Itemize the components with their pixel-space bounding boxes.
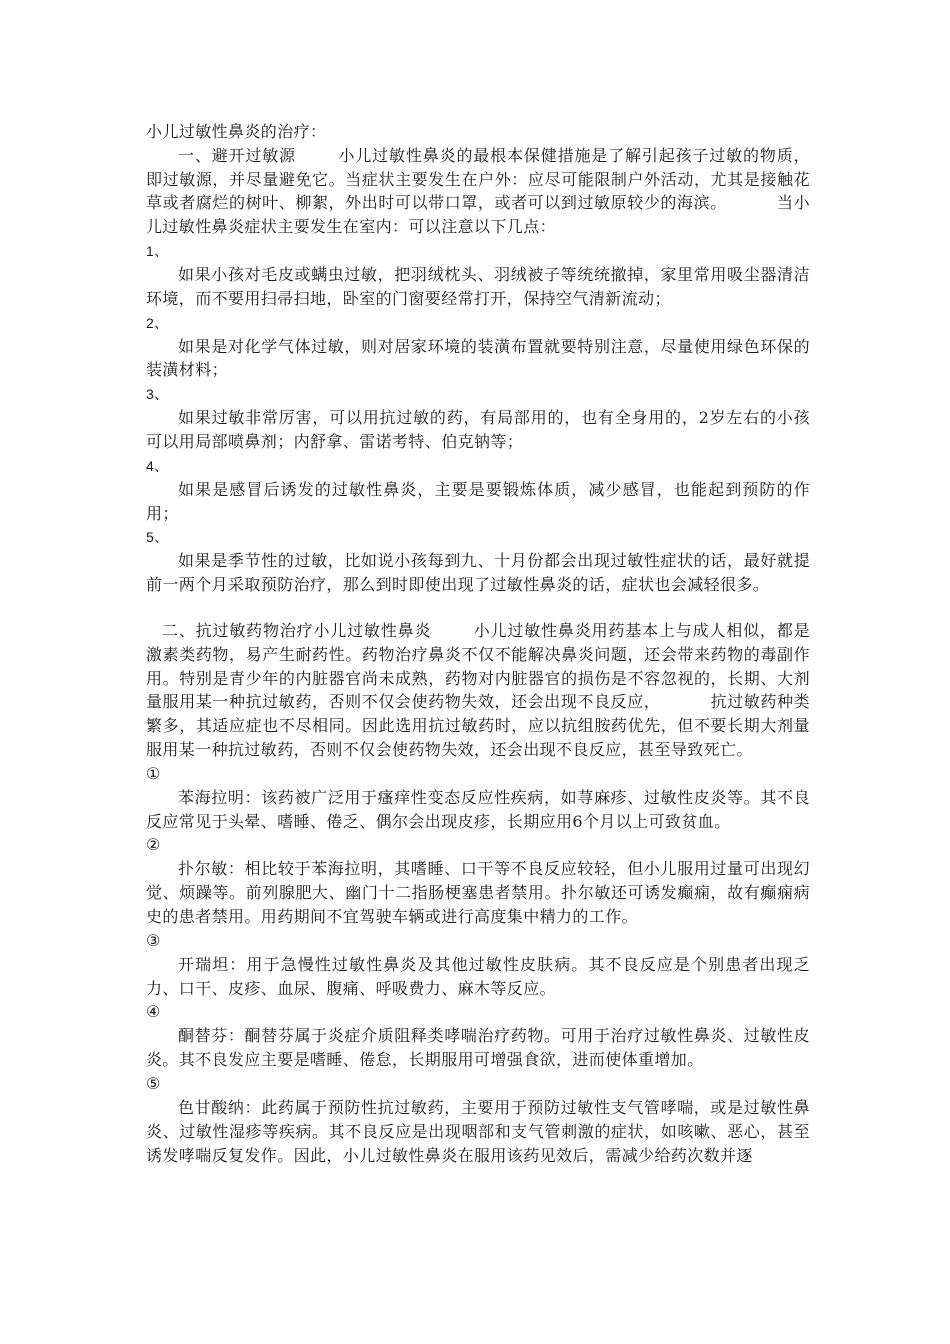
list-item-text: 如果小孩对毛皮或螨虫过敏，把羽绒枕头、羽绒被子等统统撤掉，家里常用吸尘器清洁环境，而不要用扫帚扫地，卧室的门窗要经常打开，保持空气清新流动； [146,264,810,308]
list-item-text: 如果过敏非常厉害，可以用抗过敏的药，有局部用的，也有全身用的，2岁左右的小孩可以用局部喷鼻剂；内舒拿、雷诺考特、伯克钠等； [146,408,810,451]
list-number: 2、 [146,314,169,331]
section2-heading: 二、抗过敏药物治疗小儿过敏性鼻炎 [162,620,432,640]
drug-text: 扑尔敏：相比较于苯海拉明，其嗜睡、口干等不良反应较轻，但小儿服用过量可出现幻觉、烦躁等。前列腺肥大、幽门十二指肠梗塞患者禁用。扑尔敏还可诱发癫痫，故有癫痫病史的患者禁用。用药期间不宜驾驶车辆或进行高度集中精力的工作。 [146,859,810,926]
section1-indoor: 当小儿过敏性鼻炎症状主要发生在室内：可以注意以下几点： [146,193,810,237]
section2-intro-a: 小儿过敏性鼻炎用药基本上与成人相似，都是激素类药物，易产生耐药性。药物治疗鼻炎不仅不能解决鼻炎问题，还会带来药物的毒副作用。特别是青少年的内脏器官尚未成熟，药物对内脏器官的损伤是不容忽视的，长期、大剂量服用某一种抗过敏药，否则不仅会使药物失效，还会出现不良反应， [146,620,810,712]
section2-intro-b: 抗过敏药种类繁多，其适应症也不尽相同。因此选用抗过敏药时，应以抗组胺药优先，但不要长期大剂量服用某一种抗过敏药，否则不仅会使药物失效，还会出现不良反应，甚至导致死亡。 [146,692,811,759]
drug-number: ⑤ [146,1073,161,1093]
document-title: 小儿过敏性鼻炎的治疗： [146,122,327,141]
drug-text: 酮替芬：酮替芬属于炎症介质阻释类哮喘治疗药物。可用于治疗过敏性鼻炎、过敏性皮炎。其不良发应主要是嗜睡、倦怠，长期服用可增强食欲，进而使体重增加。 [146,1026,810,1070]
section2-paragraph [146,619,810,762]
section1-intro: 小儿过敏性鼻炎的最根本保健措施是了解引起孩子过敏的物质，即过敏源，并尽量避免它。当症状主要发生在户外：应尽可能限制户外活动，尤其是接触花草或者腐烂的树叶、柳絮，外出时可以带口罩，或者可以到过敏原较少的海滨。 [146,145,810,213]
document-body [146,120,810,1167]
list-number: 4、 [146,457,169,474]
list-number: 1、 [146,242,169,259]
drug-number: ① [146,763,161,783]
list-item-text: 如果是对化学气体过敏，则对居家环境的装潢布置就要特别注意，尽量使用绿色环保的装潢材料； [146,336,810,380]
drug-number: ④ [146,1002,161,1022]
drug-text: 色甘酸纳：此药属于预防性抗过敏药，主要用于预防过敏性支气管哮喘，或是过敏性鼻炎、过敏性湿疹等疾病。其不良反应是出现咽部和支气管刺激的症状，如咳嗽、恶心，甚至诱发哮喘反复发作。因此，小儿过敏性鼻炎在服用该药见效后，需减少给药次数并逐 [146,1097,810,1165]
section1-paragraph [146,144,810,239]
section1-heading: 一、避开过敏源 [178,145,296,165]
list-item-text: 如果是感冒后诱发的过敏性鼻炎，主要是要锻炼体质，减少感冒，也能起到预防的作用； [146,479,810,523]
drug-text: 开瑞坦：用于急慢性过敏性鼻炎及其他过敏性皮肤病。其不良反应是个别患者出现乏力、口干、皮疹、血尿、腹痛、呼吸费力、麻木等反应。 [146,954,810,998]
list-number: 3、 [146,386,169,403]
paragraph-gap [146,597,810,619]
list-number: 5、 [146,529,169,546]
drug-number: ③ [146,930,161,950]
drug-number: ② [146,835,161,855]
drug-text: 苯海拉明：该药被广泛用于瘙痒性变态反应性疾病，如荨麻疹、过敏性皮炎等。其不良反应常见于头晕、嗜睡、倦乏、偶尔会出现皮疹，长期应用6个月以上可致贫血。 [146,787,810,831]
list-item-text: 如果是季节性的过敏，比如说小孩每到九、十月份都会出现过敏性症状的话，最好就提前一两个月采取预防治疗，那么到时即使出现了过敏性鼻炎的话，症状也会减轻很多。 [146,551,810,595]
